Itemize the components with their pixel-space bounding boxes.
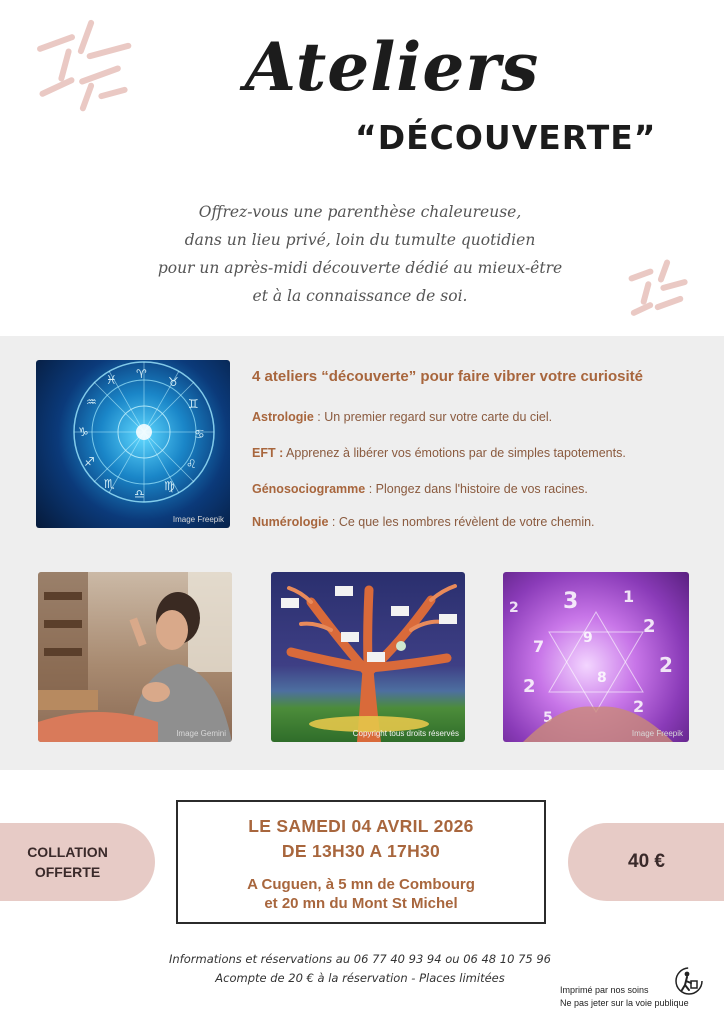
family-tree-painting: [271, 572, 465, 742]
atelier-item-eft: [252, 446, 712, 460]
atelier-description: Plongez dans l'histoire de vos racines.: [375, 482, 588, 496]
atelier-name: EFT :: [252, 446, 284, 460]
intro-line: pour un après-midi découverte dédié au mieux-être: [157, 259, 563, 277]
numerology-image: [503, 572, 689, 742]
svg-text:♍: ♍: [164, 479, 175, 493]
svg-text:♊: ♊: [188, 397, 199, 411]
atelier-description: Ce que les nombres révèlent de votre chemin.: [338, 515, 595, 529]
svg-text:♑: ♑: [78, 425, 89, 439]
print-line: Imprimé par nos soins: [560, 985, 649, 995]
svg-text:2: 2: [633, 697, 645, 716]
deposit-line: Acompte de 20 € à la réservation - Places limitées: [215, 971, 505, 985]
svg-text:8: 8: [597, 670, 607, 686]
svg-text:2: 2: [509, 600, 519, 616]
image-credit: Image Freepik: [172, 515, 224, 524]
collation-badge: [0, 823, 155, 901]
page-subtitle: “DÉCOUVERTE”: [355, 118, 657, 157]
event-date: LE SAMEDI 04 AVRIL 2026: [248, 816, 474, 836]
atelier-name: Numérologie: [252, 515, 329, 529]
image-credit: Copyright tous droits réservés: [352, 729, 459, 738]
svg-text:1: 1: [623, 587, 635, 606]
svg-text:2: 2: [643, 616, 656, 637]
svg-text:♈: ♈: [136, 367, 147, 381]
atelier-item-genosociogramme: [252, 482, 712, 496]
ateliers-title: 4 ateliers “découverte” pour faire vibrer votre curiosité: [252, 368, 643, 385]
collation-line: COLLATION: [27, 844, 108, 860]
contact-info: [100, 950, 620, 988]
atelier-separator: :: [313, 410, 325, 424]
svg-text:2: 2: [659, 653, 673, 677]
svg-text:♏: ♏: [104, 477, 115, 491]
svg-text:2: 2: [523, 676, 536, 697]
svg-text:♉: ♉: [168, 375, 179, 389]
svg-text:7: 7: [533, 637, 545, 656]
print-line: Ne pas jeter sur la voie publique: [560, 998, 689, 1008]
atelier-separator: :: [328, 515, 339, 529]
zodiac-image: [36, 360, 230, 528]
decorative-dashes-top-left: [28, 26, 138, 116]
intro-text: [120, 198, 600, 310]
intro-line: Offrez-vous une parenthèse chaleureuse,: [198, 203, 522, 221]
atelier-description: Apprenez à libérer vos émotions par de simples tapotements.: [286, 446, 626, 460]
svg-text:♎: ♎: [134, 487, 145, 501]
svg-text:♋: ♋: [194, 427, 205, 441]
price-badge: [568, 823, 724, 901]
contact-phone-line: Informations et réservations au 06 77 40 93 94 ou 06 48 10 75 96: [169, 952, 551, 966]
atelier-item-numerologie: [252, 515, 712, 529]
svg-text:9: 9: [583, 630, 593, 646]
event-place-detail: et 20 mn du Mont St Michel: [264, 895, 458, 912]
intro-line: dans un lieu privé, loin du tumulte quotidien: [184, 231, 536, 249]
image-credit: Image Gemini: [176, 729, 226, 738]
image-credit: Image Freepik: [631, 729, 683, 738]
svg-text:♓: ♓: [106, 373, 117, 387]
svg-text:♌: ♌: [186, 457, 197, 471]
decorative-dashes-right: [624, 262, 694, 322]
atelier-name: Astrologie: [252, 410, 314, 424]
page-title: Ateliers: [244, 28, 540, 106]
svg-text:♒: ♒: [86, 395, 97, 409]
price-value: 40 €: [628, 851, 665, 872]
recycle-person-icon: [674, 966, 704, 996]
atelier-separator: :: [365, 482, 376, 496]
svg-text:♐: ♐: [84, 455, 95, 469]
svg-text:3: 3: [563, 589, 579, 614]
atelier-description: Un premier regard sur votre carte du ciel.: [324, 410, 553, 424]
collation-line: OFFERTE: [34, 864, 101, 880]
event-details-box: [176, 800, 546, 924]
woman-breathing-image: [38, 572, 232, 742]
atelier-name: Génosociogramme: [252, 482, 366, 496]
intro-line: et à la connaissance de soi.: [252, 287, 468, 305]
atelier-item-astrologie: [252, 410, 712, 424]
svg-text:5: 5: [543, 710, 553, 726]
event-place: A Cuguen, à 5 mn de Combourg: [247, 876, 475, 893]
event-time: DE 13H30 A 17H30: [281, 841, 441, 861]
